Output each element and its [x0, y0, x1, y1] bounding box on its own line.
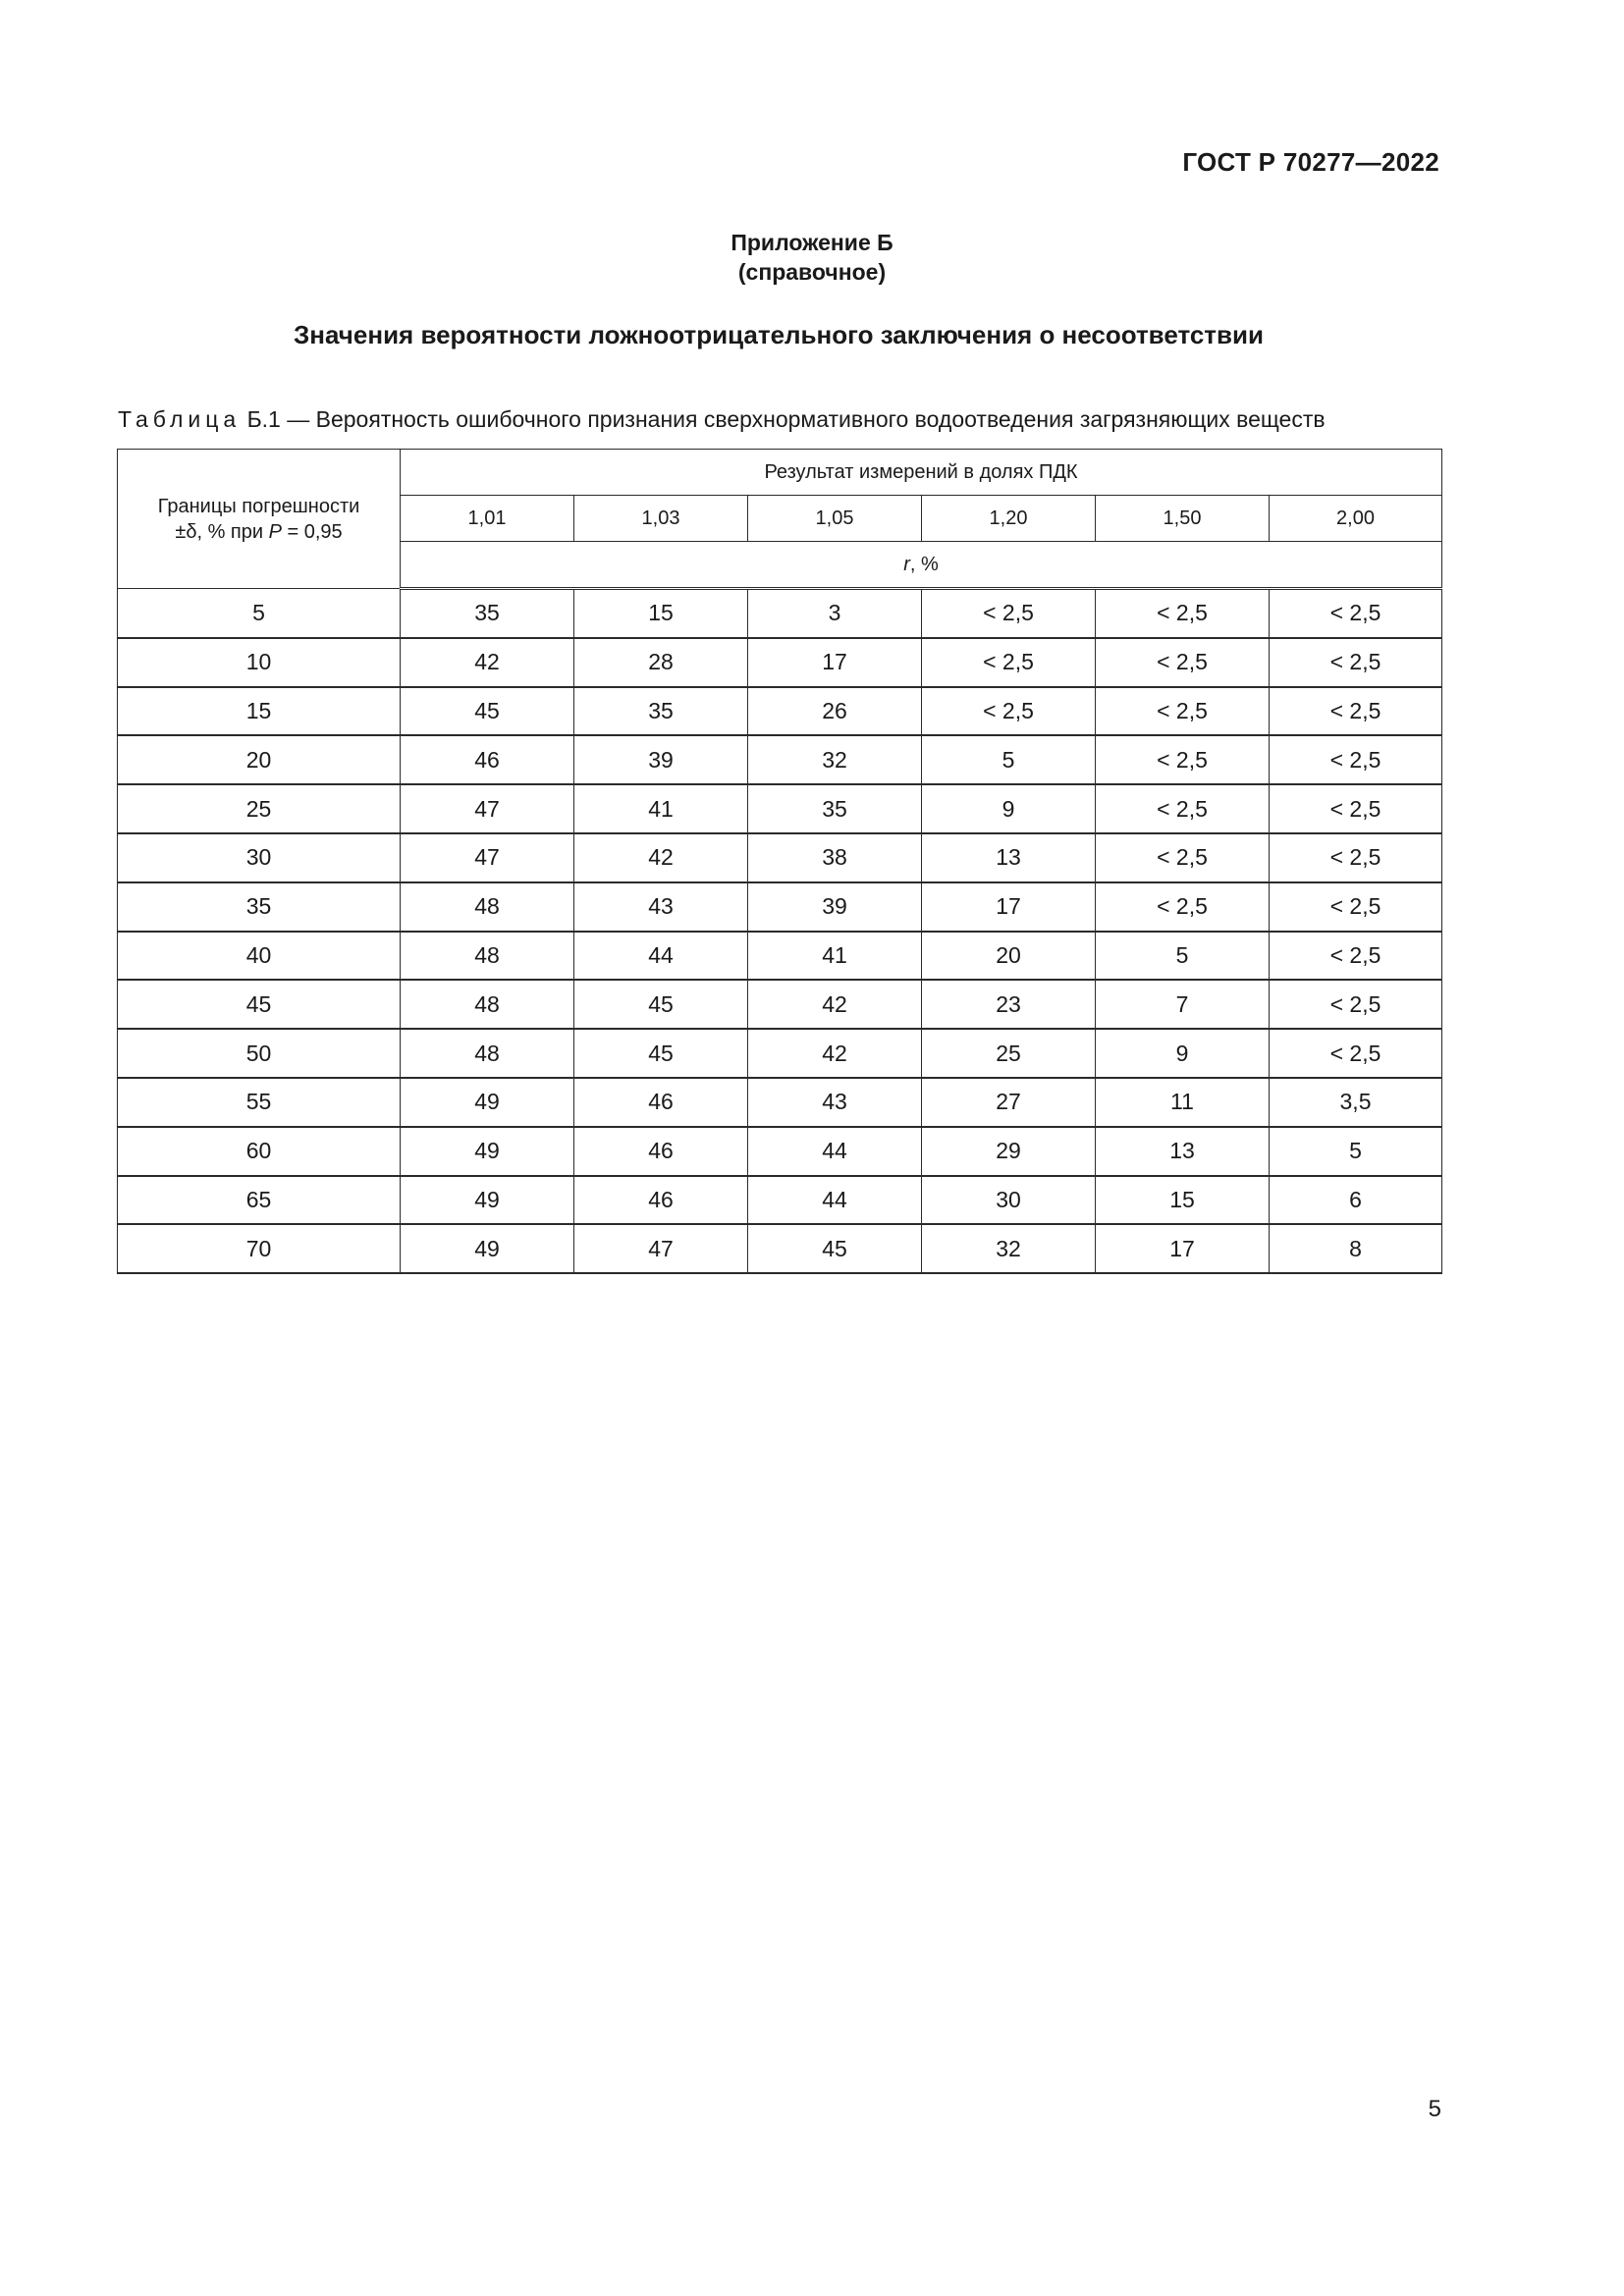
delta-cell: 70 [118, 1224, 401, 1273]
table-row [118, 1127, 1442, 1176]
value-cell: 28 [574, 638, 748, 687]
value-cell: 43 [574, 882, 748, 932]
value-cell: 17 [748, 638, 922, 687]
value-cell: 46 [574, 1176, 748, 1225]
value-cell: < 2,5 [1270, 589, 1442, 638]
column-header-cell: 1,01 [401, 496, 574, 542]
value-cell: < 2,5 [1270, 735, 1442, 784]
value-cell: 43 [748, 1078, 922, 1127]
value-cell: < 2,5 [1096, 589, 1270, 638]
row-header-cell [118, 450, 401, 589]
group-header-cell: Результат измерений в долях ПДК [401, 450, 1442, 496]
delta-cell: 55 [118, 1078, 401, 1127]
table-row [118, 638, 1442, 687]
table-row [118, 589, 1442, 638]
value-cell: 46 [574, 1078, 748, 1127]
delta-cell: 45 [118, 980, 401, 1029]
row-header-variable: P [268, 520, 282, 543]
value-cell: 20 [922, 932, 1096, 981]
column-header-cell: 1,50 [1096, 496, 1270, 542]
value-cell: 47 [401, 833, 574, 882]
delta-cell: 25 [118, 784, 401, 833]
value-cell: 47 [574, 1224, 748, 1273]
appendix-kind: (справочное) [737, 259, 887, 285]
value-cell: 7 [1096, 980, 1270, 1029]
value-cell: 46 [401, 735, 574, 784]
row-header-line2-pre: ±δ, % при [175, 520, 269, 543]
value-cell: 45 [401, 687, 574, 736]
value-cell: < 2,5 [1270, 687, 1442, 736]
table-caption-label: Таблица [118, 406, 242, 432]
value-cell: < 2,5 [1270, 638, 1442, 687]
table-row [118, 1078, 1442, 1127]
table-row [118, 833, 1442, 882]
value-cell: 26 [748, 687, 922, 736]
appendix-title: Приложение Б [731, 230, 893, 255]
value-cell: 39 [574, 735, 748, 784]
delta-cell: 60 [118, 1127, 401, 1176]
unit-text: , % [909, 553, 939, 575]
value-cell: 5 [1096, 932, 1270, 981]
value-cell: 45 [574, 980, 748, 1029]
value-cell: 49 [401, 1224, 574, 1273]
table-row [118, 687, 1442, 736]
unit-variable: r [903, 553, 910, 575]
column-header-cell: 2,00 [1270, 496, 1442, 542]
value-cell: 42 [748, 1029, 922, 1078]
value-cell: 38 [748, 833, 922, 882]
value-cell: 42 [401, 638, 574, 687]
row-header-line1: Границы погрешности [157, 495, 360, 517]
value-cell: < 2,5 [1096, 735, 1270, 784]
value-cell: 35 [748, 784, 922, 833]
delta-cell: 40 [118, 932, 401, 981]
delta-cell: 10 [118, 638, 401, 687]
value-cell: 15 [574, 589, 748, 638]
value-cell: 15 [1096, 1176, 1270, 1225]
unit-header-cell [401, 542, 1442, 589]
value-cell: 48 [401, 1029, 574, 1078]
delta-cell: 50 [118, 1029, 401, 1078]
value-cell: < 2,5 [922, 589, 1096, 638]
value-cell: 41 [574, 784, 748, 833]
table-row [118, 932, 1442, 981]
table-caption-text: Б.1 — Вероятность ошибочного признания сверхнормативного водоотведения загрязняющих веществ [241, 406, 1326, 432]
value-cell: 49 [401, 1176, 574, 1225]
value-cell: 45 [748, 1224, 922, 1273]
value-cell: 47 [401, 784, 574, 833]
delta-cell: 20 [118, 735, 401, 784]
value-cell: 48 [401, 932, 574, 981]
value-cell: < 2,5 [1270, 784, 1442, 833]
value-cell: < 2,5 [1270, 1029, 1442, 1078]
delta-cell: 5 [118, 589, 401, 638]
column-header-cell: 1,05 [748, 496, 922, 542]
value-cell: 39 [748, 882, 922, 932]
value-cell: 9 [1096, 1029, 1270, 1078]
value-cell: 13 [1096, 1127, 1270, 1176]
value-cell: < 2,5 [1270, 833, 1442, 882]
value-cell: 27 [922, 1078, 1096, 1127]
value-cell: 45 [574, 1029, 748, 1078]
table-row [118, 980, 1442, 1029]
value-cell: 29 [922, 1127, 1096, 1176]
value-cell: < 2,5 [1096, 638, 1270, 687]
value-cell: < 2,5 [1096, 882, 1270, 932]
row-header-line2-post: = 0,95 [281, 520, 343, 543]
document-code: ГОСТ Р 70277—2022 [1182, 147, 1439, 177]
table-row [118, 1176, 1442, 1225]
value-cell: < 2,5 [1096, 687, 1270, 736]
value-cell: 48 [401, 980, 574, 1029]
appendix-heading [0, 228, 1624, 287]
table-row [118, 784, 1442, 833]
value-cell: 6 [1270, 1176, 1442, 1225]
delta-cell: 15 [118, 687, 401, 736]
value-cell: 35 [401, 589, 574, 638]
value-cell: < 2,5 [922, 687, 1096, 736]
value-cell: 3,5 [1270, 1078, 1442, 1127]
value-cell: < 2,5 [1270, 882, 1442, 932]
table-header [118, 450, 1442, 589]
data-table [117, 449, 1442, 1274]
value-cell: 44 [748, 1127, 922, 1176]
delta-cell: 65 [118, 1176, 401, 1225]
value-cell: 23 [922, 980, 1096, 1029]
value-cell: 32 [748, 735, 922, 784]
value-cell: 17 [922, 882, 1096, 932]
table-row [118, 735, 1442, 784]
value-cell: 11 [1096, 1078, 1270, 1127]
value-cell: 46 [574, 1127, 748, 1176]
value-cell: 9 [922, 784, 1096, 833]
table-row [118, 1224, 1442, 1273]
value-cell: 44 [748, 1176, 922, 1225]
value-cell: 41 [748, 932, 922, 981]
value-cell: 30 [922, 1176, 1096, 1225]
section-title: Значения вероятности ложноотрицательного заключения о несоответствии [294, 320, 1264, 349]
value-cell: 48 [401, 882, 574, 932]
value-cell: 32 [922, 1224, 1096, 1273]
value-cell: 5 [1270, 1127, 1442, 1176]
value-cell: 49 [401, 1127, 574, 1176]
value-cell: < 2,5 [1096, 784, 1270, 833]
table-caption [118, 406, 1443, 433]
value-cell: < 2,5 [1096, 833, 1270, 882]
value-cell: 5 [922, 735, 1096, 784]
value-cell: 35 [574, 687, 748, 736]
value-cell: 42 [574, 833, 748, 882]
value-cell: 13 [922, 833, 1096, 882]
value-cell: < 2,5 [922, 638, 1096, 687]
value-cell: 17 [1096, 1224, 1270, 1273]
value-cell: 49 [401, 1078, 574, 1127]
row-header-line2 [175, 521, 342, 543]
column-header-cell: 1,20 [922, 496, 1096, 542]
value-cell: < 2,5 [1270, 980, 1442, 1029]
table-row [118, 882, 1442, 932]
value-cell: 3 [748, 589, 922, 638]
table-body [118, 589, 1442, 1274]
value-cell: 25 [922, 1029, 1096, 1078]
delta-cell: 35 [118, 882, 401, 932]
page-number: 5 [1428, 2096, 1441, 2122]
value-cell: 8 [1270, 1224, 1442, 1273]
table-row [118, 1029, 1442, 1078]
value-cell: 44 [574, 932, 748, 981]
delta-cell: 30 [118, 833, 401, 882]
value-cell: < 2,5 [1270, 932, 1442, 981]
value-cell: 42 [748, 980, 922, 1029]
column-header-cell: 1,03 [574, 496, 748, 542]
